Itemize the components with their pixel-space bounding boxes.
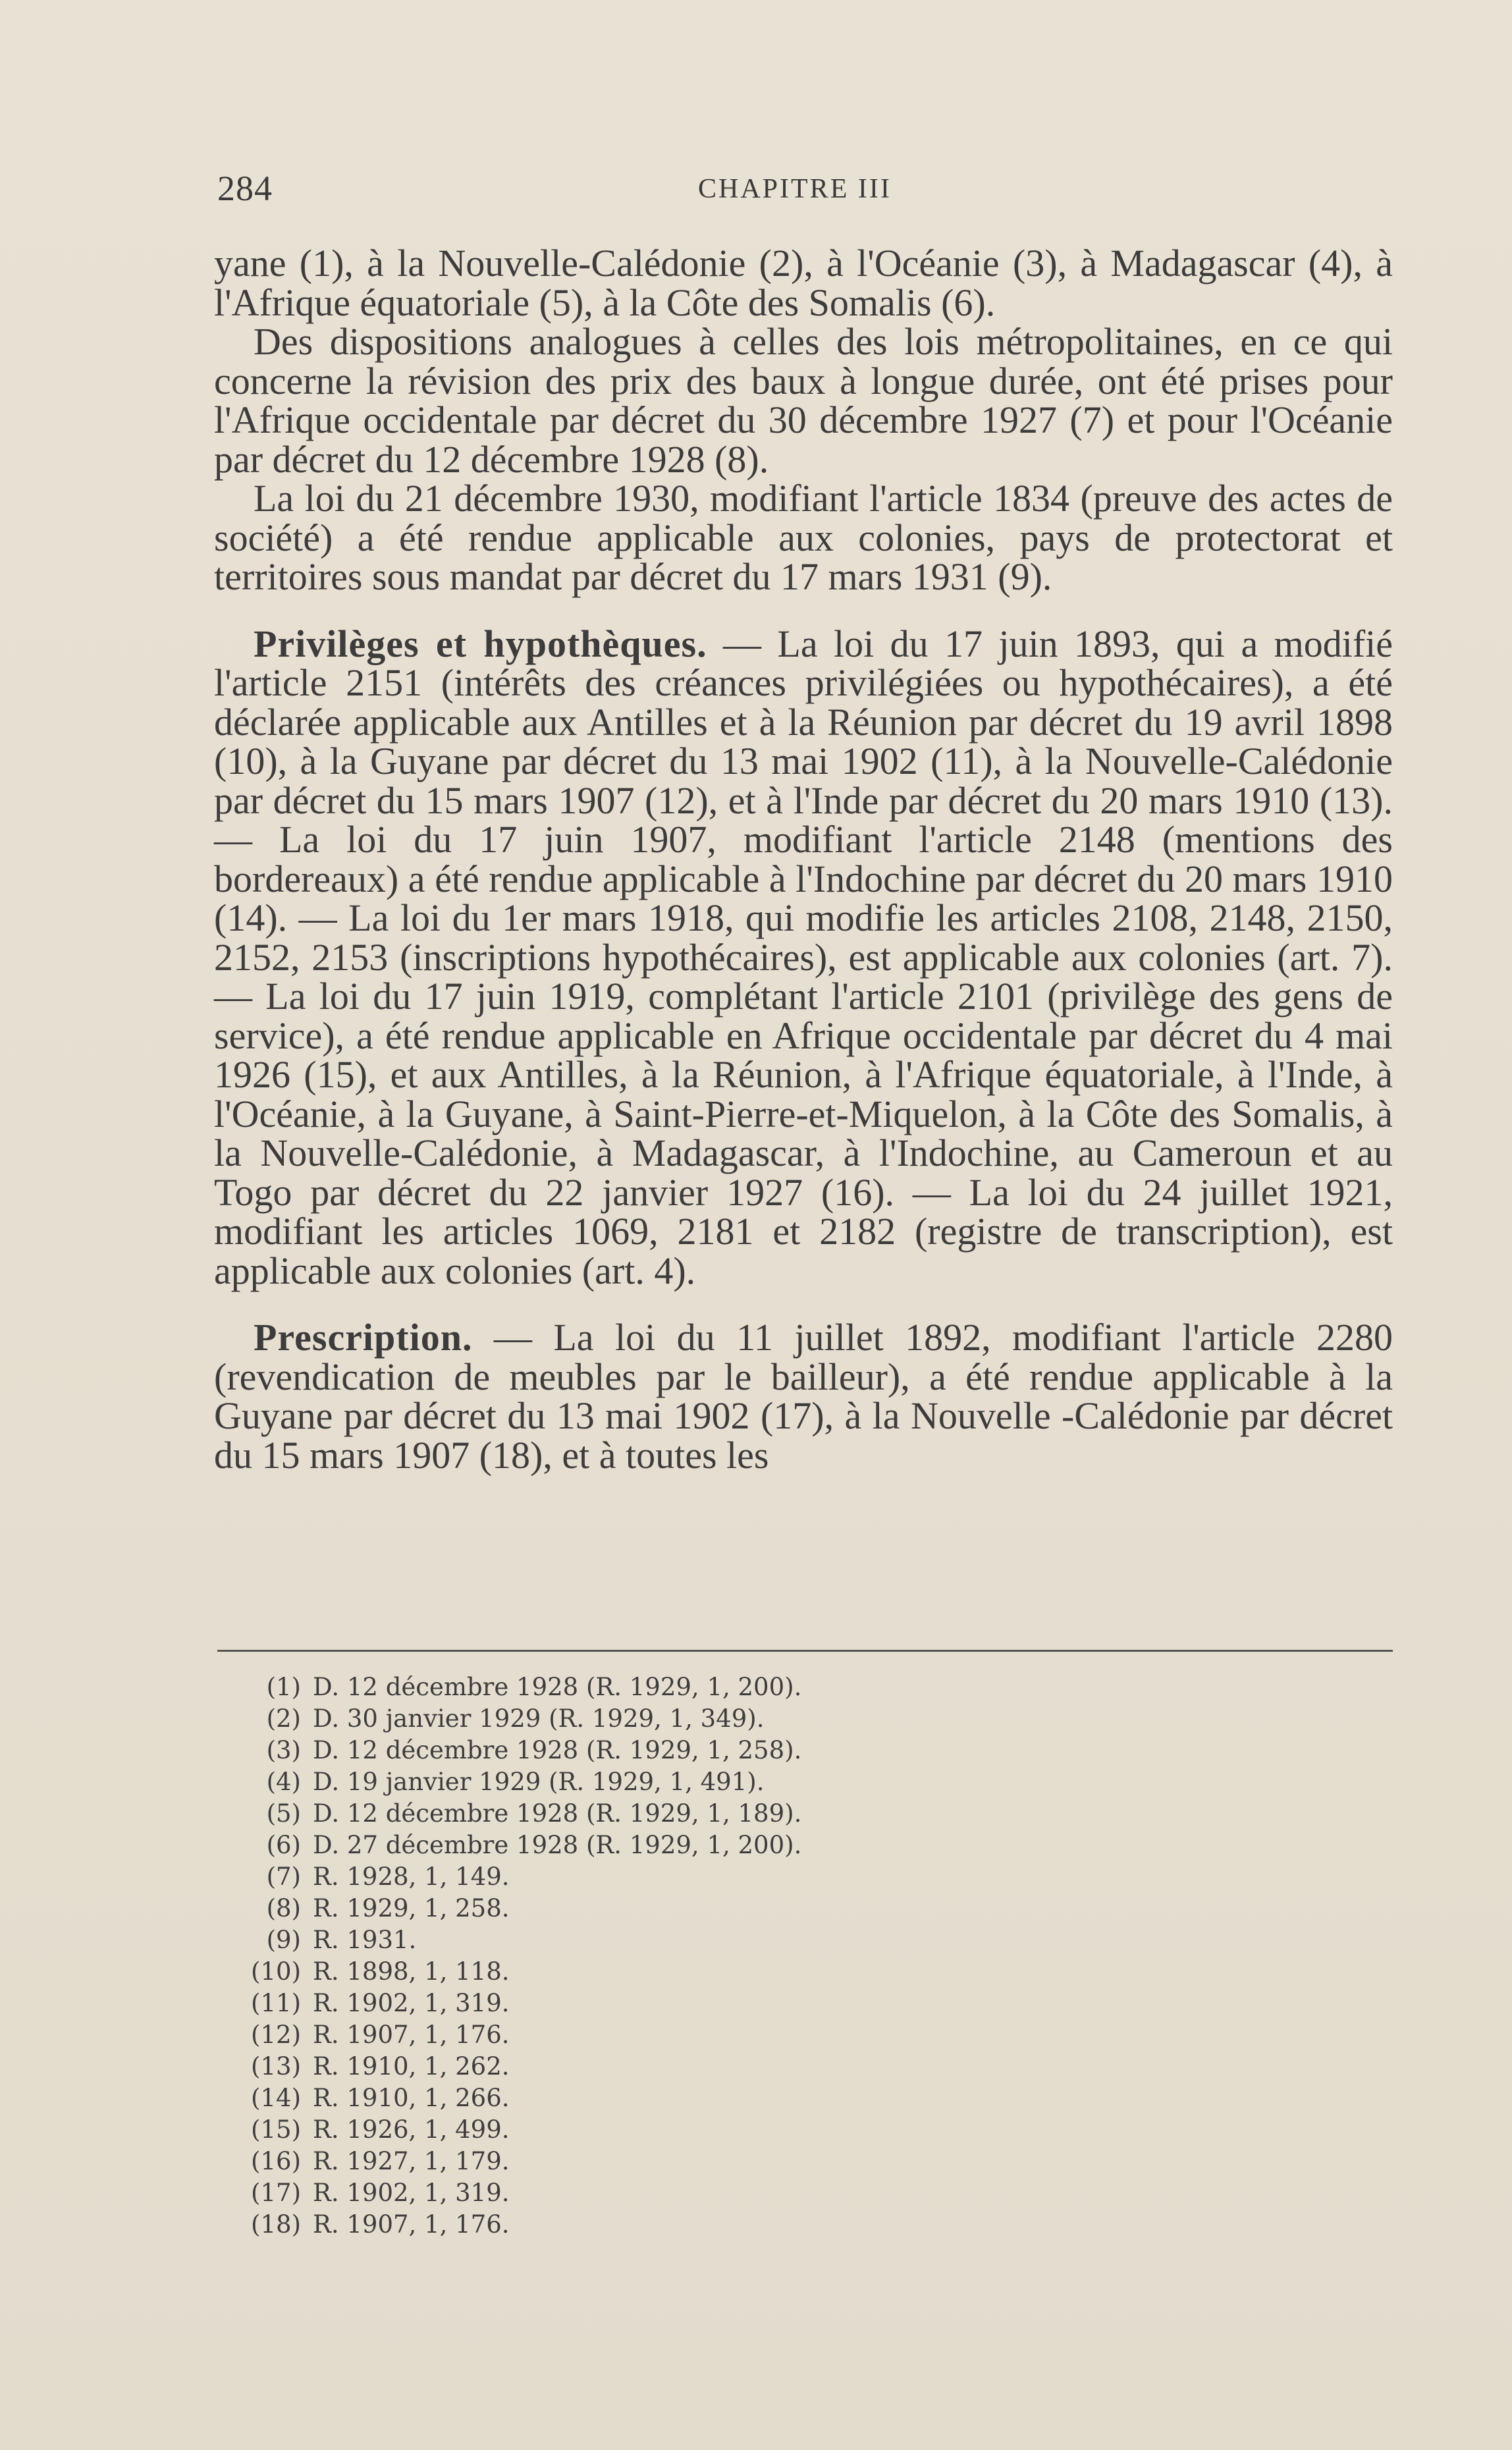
footnote: [240, 2146, 1294, 2177]
footnote-text: R. 1927, 1, 179.: [313, 2147, 510, 2175]
footnote: [240, 1735, 1294, 1766]
footnote-number: (11): [251, 1989, 301, 2017]
footnote-number: (5): [266, 1799, 301, 1828]
footnote-number: (17): [251, 2179, 301, 2207]
section-heading: Prescription.: [254, 1316, 473, 1359]
footnote-number: (6): [266, 1831, 301, 1859]
footnote: [240, 1893, 1294, 1924]
footnote-text: D. 19 janvier 1929 (R. 1929, 1, 491).: [313, 1768, 765, 1796]
footnote-text: D. 12 décembre 1928 (R. 1929, 1, 200).: [313, 1673, 802, 1701]
footnote-text: R. 1931.: [313, 1926, 417, 1954]
footnote-text: R. 1907, 1, 176.: [313, 2210, 510, 2239]
paragraph-text: — La loi du 11 juillet 1892, modifiant l'article 2280 (revendication de meubles par le bailleur), a été rendue applicable à la Guyane par décret du 13 mai 1902 (17), à la Nouvelle -Calédonie par décret du 15 mars 1907 (18), et à toutes les: [214, 1316, 1393, 1477]
body-text: [214, 244, 1393, 1475]
section-heading: Privilèges et hypothèques.: [254, 622, 707, 665]
footnote-number: (18): [251, 2210, 301, 2239]
footnote-text: D. 12 décembre 1928 (R. 1929, 1, 258).: [313, 1736, 802, 1764]
footnote-text: R. 1907, 1, 176.: [313, 2021, 510, 2049]
footnote-number: (13): [251, 2052, 301, 2081]
footnote: [240, 2114, 1294, 2146]
footnote: [240, 1861, 1294, 1893]
footnote-number: (10): [251, 1957, 301, 1986]
footnote: [240, 1766, 1294, 1798]
paragraph-text: Des dispositions analogues à celles des lois métropolitaines, en ce qui concerne la révision des prix des baux à longue durée, ont été prises pour l'Afrique occidentale par décret du 30 décembre 1927 (7) et pour l'Océanie par décret du 12 décembre 1928 (8).: [214, 320, 1393, 481]
footnote-number: (15): [251, 2115, 301, 2144]
footnote-text: R. 1910, 1, 266.: [313, 2084, 510, 2112]
section-privileges: [214, 624, 1393, 1291]
footnote-text: R. 1926, 1, 499.: [313, 2115, 510, 2144]
footnote-number: (16): [251, 2147, 301, 2175]
paragraph-text: La loi du 21 décembre 1930, modifiant l'article 1834 (preuve des actes de société) a été rendue applicable aux colonies, pays de protectorat et territoires sous mandat par décret du 17 mars 1931 (9).: [214, 477, 1393, 598]
footnote-number: (2): [266, 1704, 301, 1733]
footnote-number: (1): [266, 1673, 301, 1701]
footnote-text: R. 1929, 1, 258.: [313, 1894, 510, 1922]
paragraph-text: yane (1), à la Nouvelle-Calédonie (2), à l'Océanie (3), à Madagascar (4), à l'Afrique équatoriale (5), à la Côte des Somalis (6).: [214, 242, 1393, 324]
footnote-text: D. 12 décembre 1928 (R. 1929, 1, 189).: [313, 1799, 802, 1828]
paragraph-continuation: [214, 244, 1393, 322]
footnote-text: R. 1898, 1, 118.: [313, 1957, 510, 1986]
footnote: [240, 1798, 1294, 1830]
footnote-text: D. 30 janvier 1929 (R. 1929, 1, 349).: [313, 1704, 765, 1733]
footnote-number: (9): [266, 1926, 301, 1954]
page-number: 284: [217, 169, 273, 208]
footnote: [240, 1703, 1294, 1735]
footnote-text: R. 1928, 1, 149.: [313, 1863, 510, 1891]
paragraph-societe: [214, 479, 1393, 597]
footnote: [240, 1830, 1294, 1861]
footnote: [240, 1956, 1294, 1988]
page-header: [217, 168, 1396, 207]
footnote: [240, 2209, 1294, 2241]
footnote: [240, 2051, 1294, 2082]
footnote-number: (14): [251, 2084, 301, 2112]
footnote-divider: [217, 1650, 1393, 1652]
footnote: [240, 1672, 1294, 1703]
footnote: [240, 2177, 1294, 2209]
paragraph-text: — La loi du 17 juin 1893, qui a modifié l'article 2151 (intérêts des créances privilégiées ou hypothécaires), a été déclarée applicable aux Antilles et à la Réunion par décret du 19 avril 1898 (10), à la Guyane par décret du 13 mai 1902 (11), à la Nouvelle-Calédonie par décret du 15 mars 1907 (12), et à l'Inde par décret du 20 mars 1910 (13). — La loi du 17 juin 1907, modifiant l'article 2148 (mentions des bordereaux) a été rendue applicable à l'Indochine par décret du 20 mars 1910 (14). — La loi du 1er mars 1918, qui modifie les articles 2108, 2148, 2150, 2152, 2153 (inscriptions hypothécaires), est applicable aux colonies (art. 7). — La loi du 17 juin 1919, complétant l'article 2101 (privilège des gens de service), a été rendue applicable en Afrique occidentale par décret du 4 mai 1926 (15), et aux Antilles, à la Réunion, à l'Afrique équatoriale, à l'Inde, à l'Océanie, à la Guyane, à Saint-Pierre-et-Miquelon, à la Côte des Somalis, à la Nouvelle-Calédonie, à Madagascar, à l'Indochine, au Cameroun et au Togo par décret du 22 janvier 1927 (16). — La loi du 24 juillet 1921, modifiant les articles 1069, 2181 et 2182 (registre de transcription), est applicable aux colonies (art. 4).: [214, 622, 1393, 1292]
footnote-text: R. 1902, 1, 319.: [313, 1989, 510, 2017]
section-prescription: [214, 1318, 1393, 1475]
footnote: [240, 1924, 1294, 1956]
paragraph-baux: [214, 322, 1393, 479]
footnotes: [240, 1672, 1294, 2241]
running-head: CHAPITRE III: [698, 174, 892, 204]
footnote: [240, 1988, 1294, 2019]
footnote-number: (8): [266, 1894, 301, 1922]
footnote-text: D. 27 décembre 1928 (R. 1929, 1, 200).: [313, 1831, 802, 1859]
footnote-number: (3): [266, 1736, 301, 1764]
footnote-text: R. 1910, 1, 262.: [313, 2052, 510, 2081]
footnote: [240, 2019, 1294, 2051]
footnote-number: (4): [266, 1768, 301, 1796]
footnote-text: R. 1902, 1, 319.: [313, 2179, 510, 2207]
footnote-number: (7): [266, 1863, 301, 1891]
footnote: [240, 2082, 1294, 2114]
footnote-number: (12): [251, 2021, 301, 2049]
